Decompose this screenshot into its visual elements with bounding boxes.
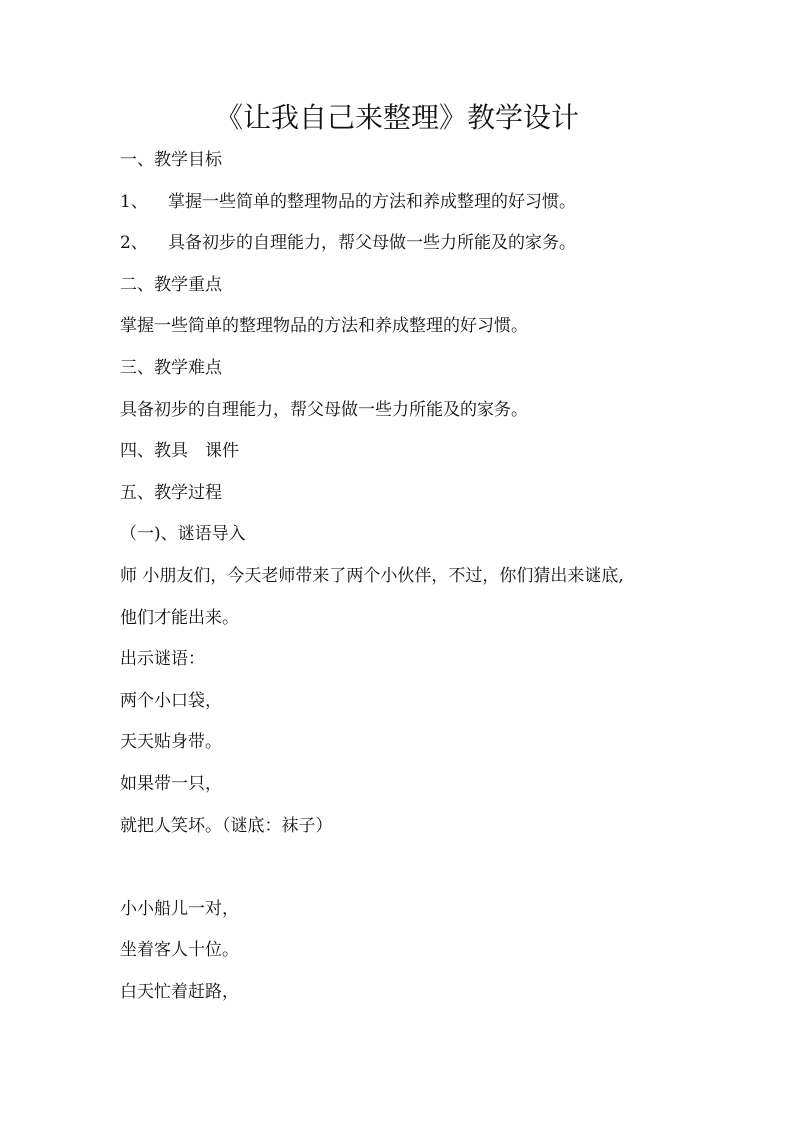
- goal-number-2: 2、: [120, 233, 148, 253]
- goal-item-2: [120, 231, 576, 255]
- riddle1-line-1: 两个小口袋，: [120, 691, 222, 711]
- key-text: 掌握一些简单的整理物品的方法和养成整理的好习惯。: [120, 316, 528, 336]
- difficulty-heading: 三、教学难点: [120, 358, 222, 378]
- document-title: 《让我自己来整理》教学设计: [214, 101, 579, 134]
- difficulty-text: 具备初步的自理能力，帮父母做一些力所能及的家务。: [120, 400, 528, 420]
- show-riddle-line: 出示谜语：: [120, 649, 205, 669]
- goal-item-1: [120, 190, 576, 214]
- riddle2-line-1: 小小船儿一对，: [120, 899, 239, 919]
- riddle2-line-2: 坐着客人十位。: [120, 940, 239, 960]
- goals-heading: 一、教学目标: [120, 150, 222, 170]
- teacher-line-1: 师 小朋友们，今天老师带来了两个小伙伴，不过，你们猜出来谜底,: [120, 566, 624, 586]
- goal-text-1: 掌握一些简单的整理物品的方法和养成整理的好习惯。: [168, 192, 576, 212]
- teacher-line-2: 他们才能出来。: [120, 608, 239, 628]
- riddle1-line-2: 天天贴身带。: [120, 732, 222, 752]
- riddle2-line-3: 白天忙着赶路，: [120, 982, 239, 1002]
- key-heading: 二、教学重点: [120, 275, 222, 295]
- section1-heading: （一)、谜语导入: [120, 524, 246, 544]
- goal-text-2: 具备初步的自理能力，帮父母做一些力所能及的家务。: [168, 233, 576, 253]
- riddle1-line-3: 如果带一只，: [120, 774, 222, 794]
- riddle1-line-4: 就把人笑坏。（谜底：袜子）: [120, 816, 333, 836]
- process-heading: 五、教学过程: [120, 483, 222, 503]
- goal-number-1: 1、: [120, 192, 148, 212]
- tools-line: 四、教具 课件: [120, 441, 239, 461]
